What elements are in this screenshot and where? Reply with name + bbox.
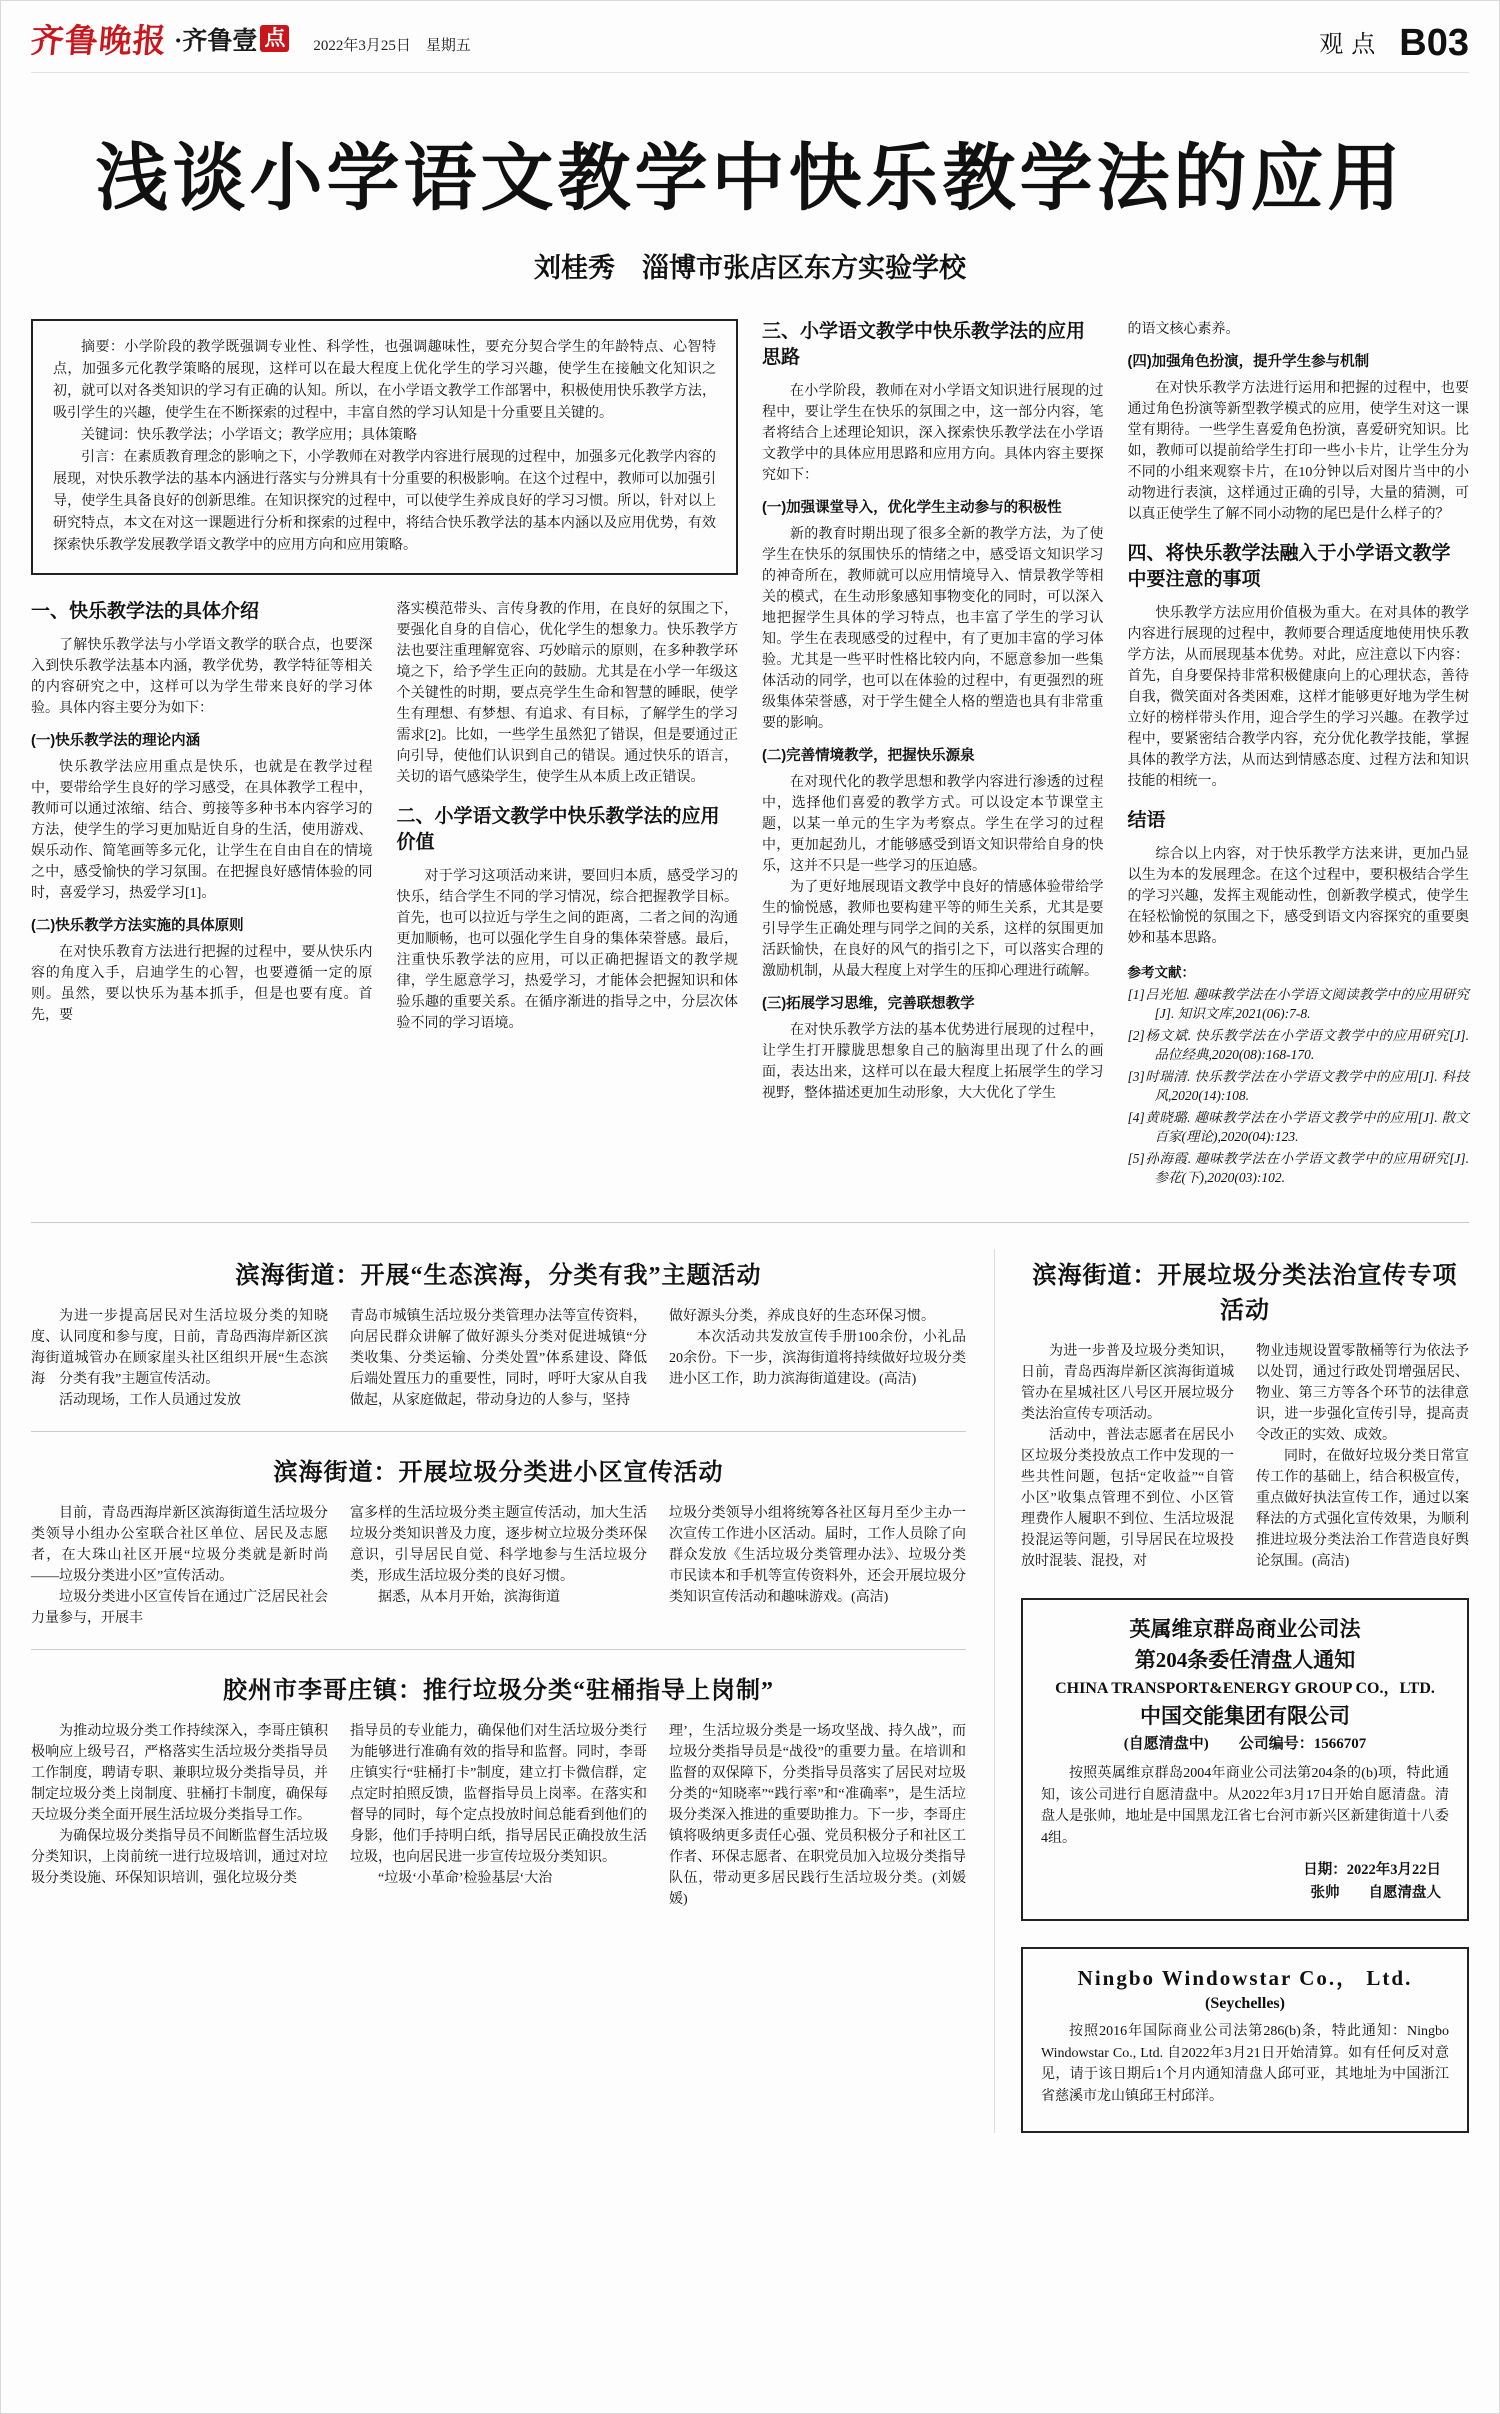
paragraph: 本次活动共发放宣传手册100余份，小礼品20余份。下一步，滨海街道将持续做好垃圾分类进小区工作，助力滨海街道建设。(高洁) — [669, 1330, 966, 1387]
bottom-right-column — [994, 1249, 1469, 2133]
brand-name-red: 齐鲁晚报 — [29, 24, 169, 60]
paragraph: “垃圾‘小革命’检验基层‘大治 — [378, 1871, 553, 1886]
paragraph: 在对快乐教育方法进行把握的过程中，要从快乐内容的角度入手，启迪学生的心智，也要遵循一定的原则。虽然，要以快乐为基本抓手，但是也要有度。首先，要 — [31, 945, 373, 1023]
notice-subtitle: (Seychelles) — [1205, 1995, 1285, 2012]
sub-heading: (二)快乐教学方法实施的具体原则 — [31, 918, 244, 934]
paragraph: 对于学习这项活动来讲，要回归本质，感受学习的快乐，结合学生不同的学习情况，综合把握教学目标。首先，也可以拉近与学生之间的距离，二者之间的沟通更加顺畅，也可以强化学生自身的集体荣誉感。最后，注重快乐教学法的应用，可以正确把握语文的教学规律，学生愿意学习，热爱学习，才能体会把握知识和体验乐趣的重要关系。在循序渐进的指导之中，分层次体验不同的学习语境。 — [396, 869, 738, 1031]
byline: 刘桂秀 淄博市张店区东方实验学校 — [534, 253, 966, 283]
paragraph: 落实模范带头、言传身教的作用，在良好的氛围之下，要强化自身的自信心，优化学生的想象力。快乐教学方法也要注重理解宽容、巧妙暗示的原则，在多种教学环境之下，给予学生正向的鼓励。尤其是在小学一年级这个关键性的时期，要点亮学生生命和智慧的睡眠，使学生有理想、有梦想、有追求、有目标，了解学生的学习需求[2]。比如，一些学生虽然犯了错误，但是要通过正向引导，使他们认识到自己的错误。通过快乐的语言，关切的语气感染学生，使学生从本质上改正错误。 — [396, 602, 738, 785]
brand-badge: 点 — [260, 25, 289, 52]
sub-heading: (二)完善情境教学，把握快乐源泉 — [762, 748, 975, 764]
section-heading: 结语 — [1127, 810, 1166, 831]
divider — [31, 1431, 966, 1432]
brief-column — [669, 1503, 966, 1629]
article-columns-1-2 — [31, 599, 738, 1034]
brief-column — [350, 1306, 647, 1411]
brief-column — [1256, 1341, 1469, 1572]
liquidation-notice-ningbo — [1021, 1947, 1469, 2133]
reference-item: [3]时瑞清. 快乐教学法在小学语文教学中的应用[J]. 科技风,2020(14):108. — [1127, 1069, 1469, 1103]
brief-columns — [31, 1503, 966, 1629]
notice-title-line: 英属维京群岛商业公司法 — [1129, 1617, 1361, 1641]
newspaper-logo — [31, 15, 289, 62]
notice-title-line: 第204条委任清盘人通知 — [1134, 1648, 1356, 1672]
paragraph: 在小学阶段，教师在对小学语文知识进行展现的过程中，要让学生在快乐的氛围之中，这一部分内容，笔者将结合上述理论知识，深入探索快乐教学法在小学语文教学中的具体应用思路和应用方向。具体内容主要探究如下： — [762, 384, 1104, 483]
notice-company-meta: (自愿清盘中) 公司编号：1566707 — [1123, 1736, 1367, 1752]
paragraph: 垃圾分类领导小组将统筹各社区每月至少主办一次宣传工作进小区活动。届时，工作人员除了向群众发放《生活垃圾分类管理办法》、垃圾分类市民读本和手机等宣传资料外，还会开展垃圾分类知识宣传活动和趣味游戏。(高洁) — [669, 1506, 966, 1605]
section-heading: 二、小学语文教学中快乐教学法的应用价值 — [396, 806, 720, 853]
reference-item: [5]孙海霞. 趣味教学法在小学语文教学中的应用研究[J]. 参花(下),2020(03):102. — [1127, 1151, 1469, 1185]
section-divider — [31, 1222, 1469, 1223]
brief-column — [31, 1503, 328, 1629]
paragraph: 摘要：小学阶段的教学既强调专业性、科学性，也强调趣味性，要充分契合学生的年龄特点、心智特点，加强多元化教学策略的展现，这样可以在最大程度上优化学生的学习兴趣，使学生在接触文化知识之初，就可以对各类知识的学习有正确的认知。所以，在小学语文教学工作部署中，积极使用快乐教学方法，吸引学生的兴趣，使学生在不断探索的过程中，丰富自然的学习认知是十分重要且关键的。 — [53, 340, 716, 421]
paragraph: 富多样的生活垃圾分类主题宣传活动，加大生活垃圾分类知识普及力度，逐步树立垃圾分类环保意识，引导居民自觉、科学地参与生活垃圾分类，形成生活垃圾分类的良好习惯。 — [350, 1506, 647, 1584]
sub-heading: (一)快乐教学法的理论内涵 — [31, 733, 201, 749]
paragraph: 为确保垃圾分类指导员不间断监督生活垃圾分类知识，上岗前统一进行垃圾培训，通过对垃圾分类设施、环保知识培训，强化垃圾分类 — [31, 1829, 328, 1886]
brief-title: 胶州市李哥庄镇：推行垃圾分类“驻桶指导上岗制” — [223, 1678, 774, 1704]
brief-column — [669, 1306, 966, 1411]
brief-title: 滨海街道：开展垃圾分类法治宣传专项活动 — [1032, 1263, 1458, 1324]
paragraph: 在对现代化的教学思想和教学内容进行渗透的过程中，选择他们喜爱的教学方式。可以设定本节课堂主题，以某一单元的生字为考察点。学生在学习的过程中，更加起劲儿，才能够感受到语文知识带给自身的快乐，这并不只是一些学习的压迫感。 — [762, 775, 1104, 874]
paragraph: 物业违规设置零散桶等行为依法予以处罚，通过行政处罚增强居民、物业、第三方等各个环节的法律意识，进一步强化宣传引导，提高责令改正的实效、成效。 — [1256, 1344, 1469, 1443]
paragraph: 综合以上内容，对于快乐教学方法来讲，更加凸显以生为本的发展理念。在这个过程中，要积极结合学生的学习兴趣，发挥主观能动性，创新教学模式，使学生在轻松愉悦的氛围之下，感受到语文内容探究的重要奥妙和基本思路。 — [1127, 847, 1469, 946]
brief-column — [350, 1503, 647, 1629]
paragraph: 为进一步提高居民对生活垃圾分类的知晓度、认同度和参与度，日前，青岛西海岸新区滨海街道城管办在顾家崖头社区组织开展“生态滨海 分类有我”主题宣传活动。 — [31, 1309, 328, 1387]
brief-column — [31, 1306, 328, 1411]
paragraph: 在对快乐教学方法的基本优势进行展现的过程中，让学生打开朦胧思想象自己的脑海里出现了什么的画面，表达出来，这样可以在最大程度上拓展学生的学习视野，整体描述更加生动形象，大大优化了学生 — [762, 1023, 1104, 1101]
brief-article-shengtai-binhai — [31, 1255, 966, 1411]
paragraph: 同时，在做好垃圾分类日常宣传工作的基础上，结合积极宣传，重点做好执法宣传工作，通过以案释法的方式强化宣传效果，为顺利推进垃圾分类法治工作营造良好舆论氛围。(高洁) — [1256, 1449, 1469, 1569]
notice-date: 日期：2022年3月22日 — [1303, 1862, 1441, 1878]
page-number: B03 — [1399, 22, 1469, 64]
main-headline: 浅谈小学语文教学中快乐教学法的应用 — [95, 138, 1405, 219]
brief-article-ligezhuang — [31, 1670, 966, 1910]
section-heading: 四、将快乐教学法融入于小学语文教学中要注意的事项 — [1127, 543, 1451, 590]
brief-column — [31, 1721, 328, 1910]
reference-item: [2]杨文斌. 快乐教学法在小学语文教学中的应用研究[J]. 品位经典,2020(08):168-170. — [1127, 1028, 1469, 1062]
brief-columns — [31, 1306, 966, 1411]
paragraph: 关键词：快乐教学法；小学语文；教学应用；具体策略 — [81, 428, 417, 443]
section-block — [1319, 24, 1469, 62]
brief-title: 滨海街道：开展“生态滨海，分类有我”主题活动 — [235, 1263, 762, 1289]
paragraph: 做好源头分类，养成良好的生态环保习惯。 — [669, 1309, 935, 1324]
paragraph: 在对快乐教学方法进行运用和把握的过程中，也要通过角色扮演等新型教学模式的应用，使学生对这一课堂有期待。一些学生喜爱角色扮演，喜爱研究知识。比如，教师可以提前给学生打印一些小卡片，让学生分为不同的小组来观察卡片，在10分钟以后对图片当中的小动物进行表演，这样通过正确的引导，大量的猜测，可以真正使学生了解不同小动物的尾巴是什么样子的？ — [1127, 381, 1469, 522]
brief-column — [350, 1721, 647, 1910]
paragraph: 活动中，普法志愿者在居民小区垃圾分类投放点工作中发现的一些共性问题，包括“定收益”“自管小区”收集点管理不到位、小区管理费作人履职不到位、生活垃圾混投混运等问题，引导居民在垃圾投放时混装、混投，对 — [1021, 1428, 1234, 1569]
brief-article-jinxiaoqu — [31, 1452, 966, 1629]
article-column-1 — [31, 599, 373, 1034]
sub-heading: (三)拓展学习思维，完善联想教学 — [762, 996, 975, 1012]
brief-columns — [1021, 1341, 1469, 1572]
notice-signature: 张帅 自愿清盘人 — [1310, 1885, 1441, 1901]
paragraph: 快乐教学方法应用价值极为重大。在对具体的教学内容进行展现的过程中，教师要合理适度地使用快乐教学方法，从而展现基本优势。对此，应注意以下内容：首先，自身要保持非常积极健康向上的心理状态，善待自我，微笑面对各类困难，这样才能够更好地为学生树立好的榜样带头作用，迎合学生的学习兴趣。在教学过程中，要紧密结合教学内容，充分优化教学技能，掌握具体的教学方法，从而达到情感态度、过程方法和知识技能的相统一。 — [1127, 606, 1469, 789]
paragraph: 青岛市城镇生活垃圾分类管理办法等宣传资料，向居民群众讲解了做好源头分类对促进城镇“分类收集、分类运输、分类处置”体系建设、降低后端处置压力的重要性，同时，呼吁大家从自我做起，从家庭做起，带动身边的人参与，坚持 — [350, 1309, 647, 1408]
paragraph: 的语文核心素养。 — [1127, 322, 1240, 337]
bottom-left-column — [31, 1249, 966, 2133]
masthead — [31, 15, 1469, 73]
reference-item: [1]吕光旭. 趣味教学法在小学语文阅读教学中的应用研究[J]. 知识文库,2021(06):7-8. — [1127, 987, 1469, 1021]
brand-name-sub: ·齐鲁壹 — [174, 27, 258, 55]
paragraph: 垃圾分类进小区宣传旨在通过广泛居民社会力量参与，开展丰 — [31, 1590, 328, 1626]
section-name: 观点 — [1319, 32, 1384, 58]
brief-column — [669, 1721, 966, 1910]
references-heading: 参考文献： — [1127, 965, 1195, 980]
article-column-2 — [397, 599, 739, 1034]
notice-title-en: Ningbo Windowstar Co.， Ltd. — [1077, 1966, 1413, 1990]
paragraph: 目前，青岛西海岸新区滨海街道生活垃圾分类领导小组办公室联合社区单位、居民及志愿者，在大珠山社区开展“垃圾分类就是新时尚——垃圾分类进小区”宣传活动。 — [31, 1506, 328, 1584]
section-heading: 三、小学语文教学中快乐教学法的应用思路 — [762, 321, 1086, 368]
section-heading: 一、快乐教学法的具体介绍 — [31, 601, 260, 622]
paragraph: 理’，生活垃圾分类是一场攻坚战、持久战”，而垃圾分类指导员是“战役”的重要力量。在培训和监督的双保障下，分类指导员落实了居民对垃圾分类的“知晓率”“践行率”和“准确率”，是生活垃圾分类深入推进的重要助推力。下一步，李哥庄镇将吸纳更多责任心强、党员积极分子和社区工作者、环保志愿者、在职党员加入垃圾分类指导队伍，带动更多居民践行生活垃圾分类。(刘媛媛) — [669, 1724, 966, 1907]
main-article-body — [31, 319, 1469, 1190]
sub-heading: (一)加强课堂导入，优化学生主动参与的积极性 — [762, 500, 1062, 516]
brief-title: 滨海街道：开展垃圾分类进小区宣传活动 — [273, 1460, 724, 1486]
liquidation-notice-bvi — [1021, 1598, 1469, 1921]
notice-company-en: CHINA TRANSPORT&ENERGY GROUP CO.，LTD. — [1055, 1680, 1435, 1697]
article-column-4 — [1128, 319, 1470, 1190]
paragraph: 引言：在素质教育理念的影响之下，小学教师在对教学内容进行展现的过程中，加强多元化教学内容的展现，对快乐教学法的基本内涵进行落实与分辨具有十分重要的积极影响。在这个过程中，教师可以加强引导，使学生具备良好的创新思维。在知识探究的过程中，可以使学生养成良好的学习习惯。所以，针对以上研究特点，本文在对这一课题进行分析和探索的过程中，将结合快乐教学法的基本内涵以及应用优势，有效探索快乐教学发展教学语文教学中的应用方向和应用策略。 — [53, 450, 716, 553]
notice-company-cn: 中国交能集团有限公司 — [1140, 1704, 1350, 1728]
brief-column — [1021, 1341, 1234, 1572]
paragraph: 新的教育时期出现了很多全新的教学方法，为了使学生在快乐的氛围快乐的情绪之中，感受语文知识学习的神奇所在，教师就可以应用情境导入、情景教学等相关的模式，在生动形象感知事物变化的同时，可以深入地把握学生具体的学习特点，也丰富了学生的学习认知。学生在表现感受的过程中，有了更加丰富的学习体验。尤其是一些平时性格比较内向，不愿意参加一些集体活动的同学，也可以在体验的过程中，有更强烈的班级集体荣誉感，对于学生健全人格的塑造也具有非常重要的影响。 — [762, 527, 1104, 731]
sub-heading: (四)加强角色扮演，提升学生参与机制 — [1127, 354, 1370, 370]
notice-body: 按照2016年国际商业公司法第286(b)条，特此通知：Ningbo Windowstar Co., Ltd. 自2022年3月21日开始清算。如有任何反对意见，请于该日期后1个月内通知清盘人邱可亚，其地址为中国浙江省慈溪市龙山镇邱王村邱洋。 — [1041, 2024, 1449, 2104]
brief-columns — [31, 1721, 966, 1910]
article-left-half — [31, 319, 738, 1190]
paragraph: 活动现场，工作人员通过发放 — [59, 1393, 241, 1408]
paragraph: 指导员的专业能力，确保他们对生活垃圾分类行为能够进行准确有效的指导和监督。同时，李哥庄镇实行“驻桶打卡”制度，建立打卡微信群，定点定时拍照反馈，监督指导员上岗率。在落实和督导的同时，每个定点投放时间总能看到他们的身影，他们手持明白纸，指导居民正确投放生活垃圾，也向居民进一步宣传垃圾分类知识。 — [350, 1724, 647, 1865]
article-column-3 — [762, 319, 1104, 1190]
paragraph: 快乐教学法应用重点是快乐，也就是在教学过程中，要带给学生良好的学习感受，在具体教学工程中，教师可以通过浓缩、结合、剪接等多种书本内容学习的方法，使学生的学习更加贴近自身的生活，使用游戏、娱乐动作、简笔画等多元化，让学生在自由自在的情境之中，感受愉快的学习氛围。在把握良好感情体验的同时，喜爱学习，热爱学习[1]。 — [31, 760, 373, 901]
bottom-section — [31, 1249, 1469, 2133]
paragraph: 了解快乐教学法与小学语文教学的联合点，也要深入到快乐教学法基本内涵，教学优势，教学特征等相关的内容研究之中，这样可以为学生带来良好的学习体验。具体内容主要分为如下： — [31, 638, 373, 716]
paragraph: 据悉，从本月开始，滨海街道 — [378, 1590, 560, 1605]
abstract-box — [31, 319, 738, 575]
reference-item: [4]黄晓璐. 趣味教学法在小学语文教学中的应用[J]. 散文百家(理论),2020(04):123. — [1127, 1110, 1469, 1144]
publication-date: 2022年3月25日 星期五 — [313, 38, 471, 54]
paragraph: 为推动垃圾分类工作持续深入，李哥庄镇积极响应上级号召，严格落实生活垃圾分类指导员工作制度，聘请专职、兼职垃圾分类指导员，并制定垃圾分类上岗制度、驻桶打卡制度，确保每天垃圾分类全面开展生活垃圾分类指导工作。 — [31, 1724, 328, 1823]
notice-body: 按照英属维京群岛2004年商业公司法第204条的(b)项，特此通知，该公司进行自愿清盘中。从2022年3月17日开始自愿清盘。清盘人是张帅，地址是中国黑龙江省七台河市新兴区新建街道十八委4组。 — [1041, 1766, 1449, 1846]
divider — [31, 1649, 966, 1650]
paragraph: 为了更好地展现语文教学中良好的情感体验带给学生的愉悦感，教师也要构建平等的师生关系，尤其是要引导学生正确处理与同学之间的关系，这样的氛围更加活跃愉快，在良好的风气的指引之下，可以落实合理的激励机制，从最大程度上对学生的压抑心理进行疏解。 — [762, 880, 1104, 979]
brief-article-fazhi — [1021, 1255, 1469, 1572]
paragraph: 为进一步普及垃圾分类知识，日前，青岛西海岸新区滨海街道城管办在星城社区八号区开展垃圾分类法治宣传专项活动。 — [1021, 1344, 1234, 1422]
